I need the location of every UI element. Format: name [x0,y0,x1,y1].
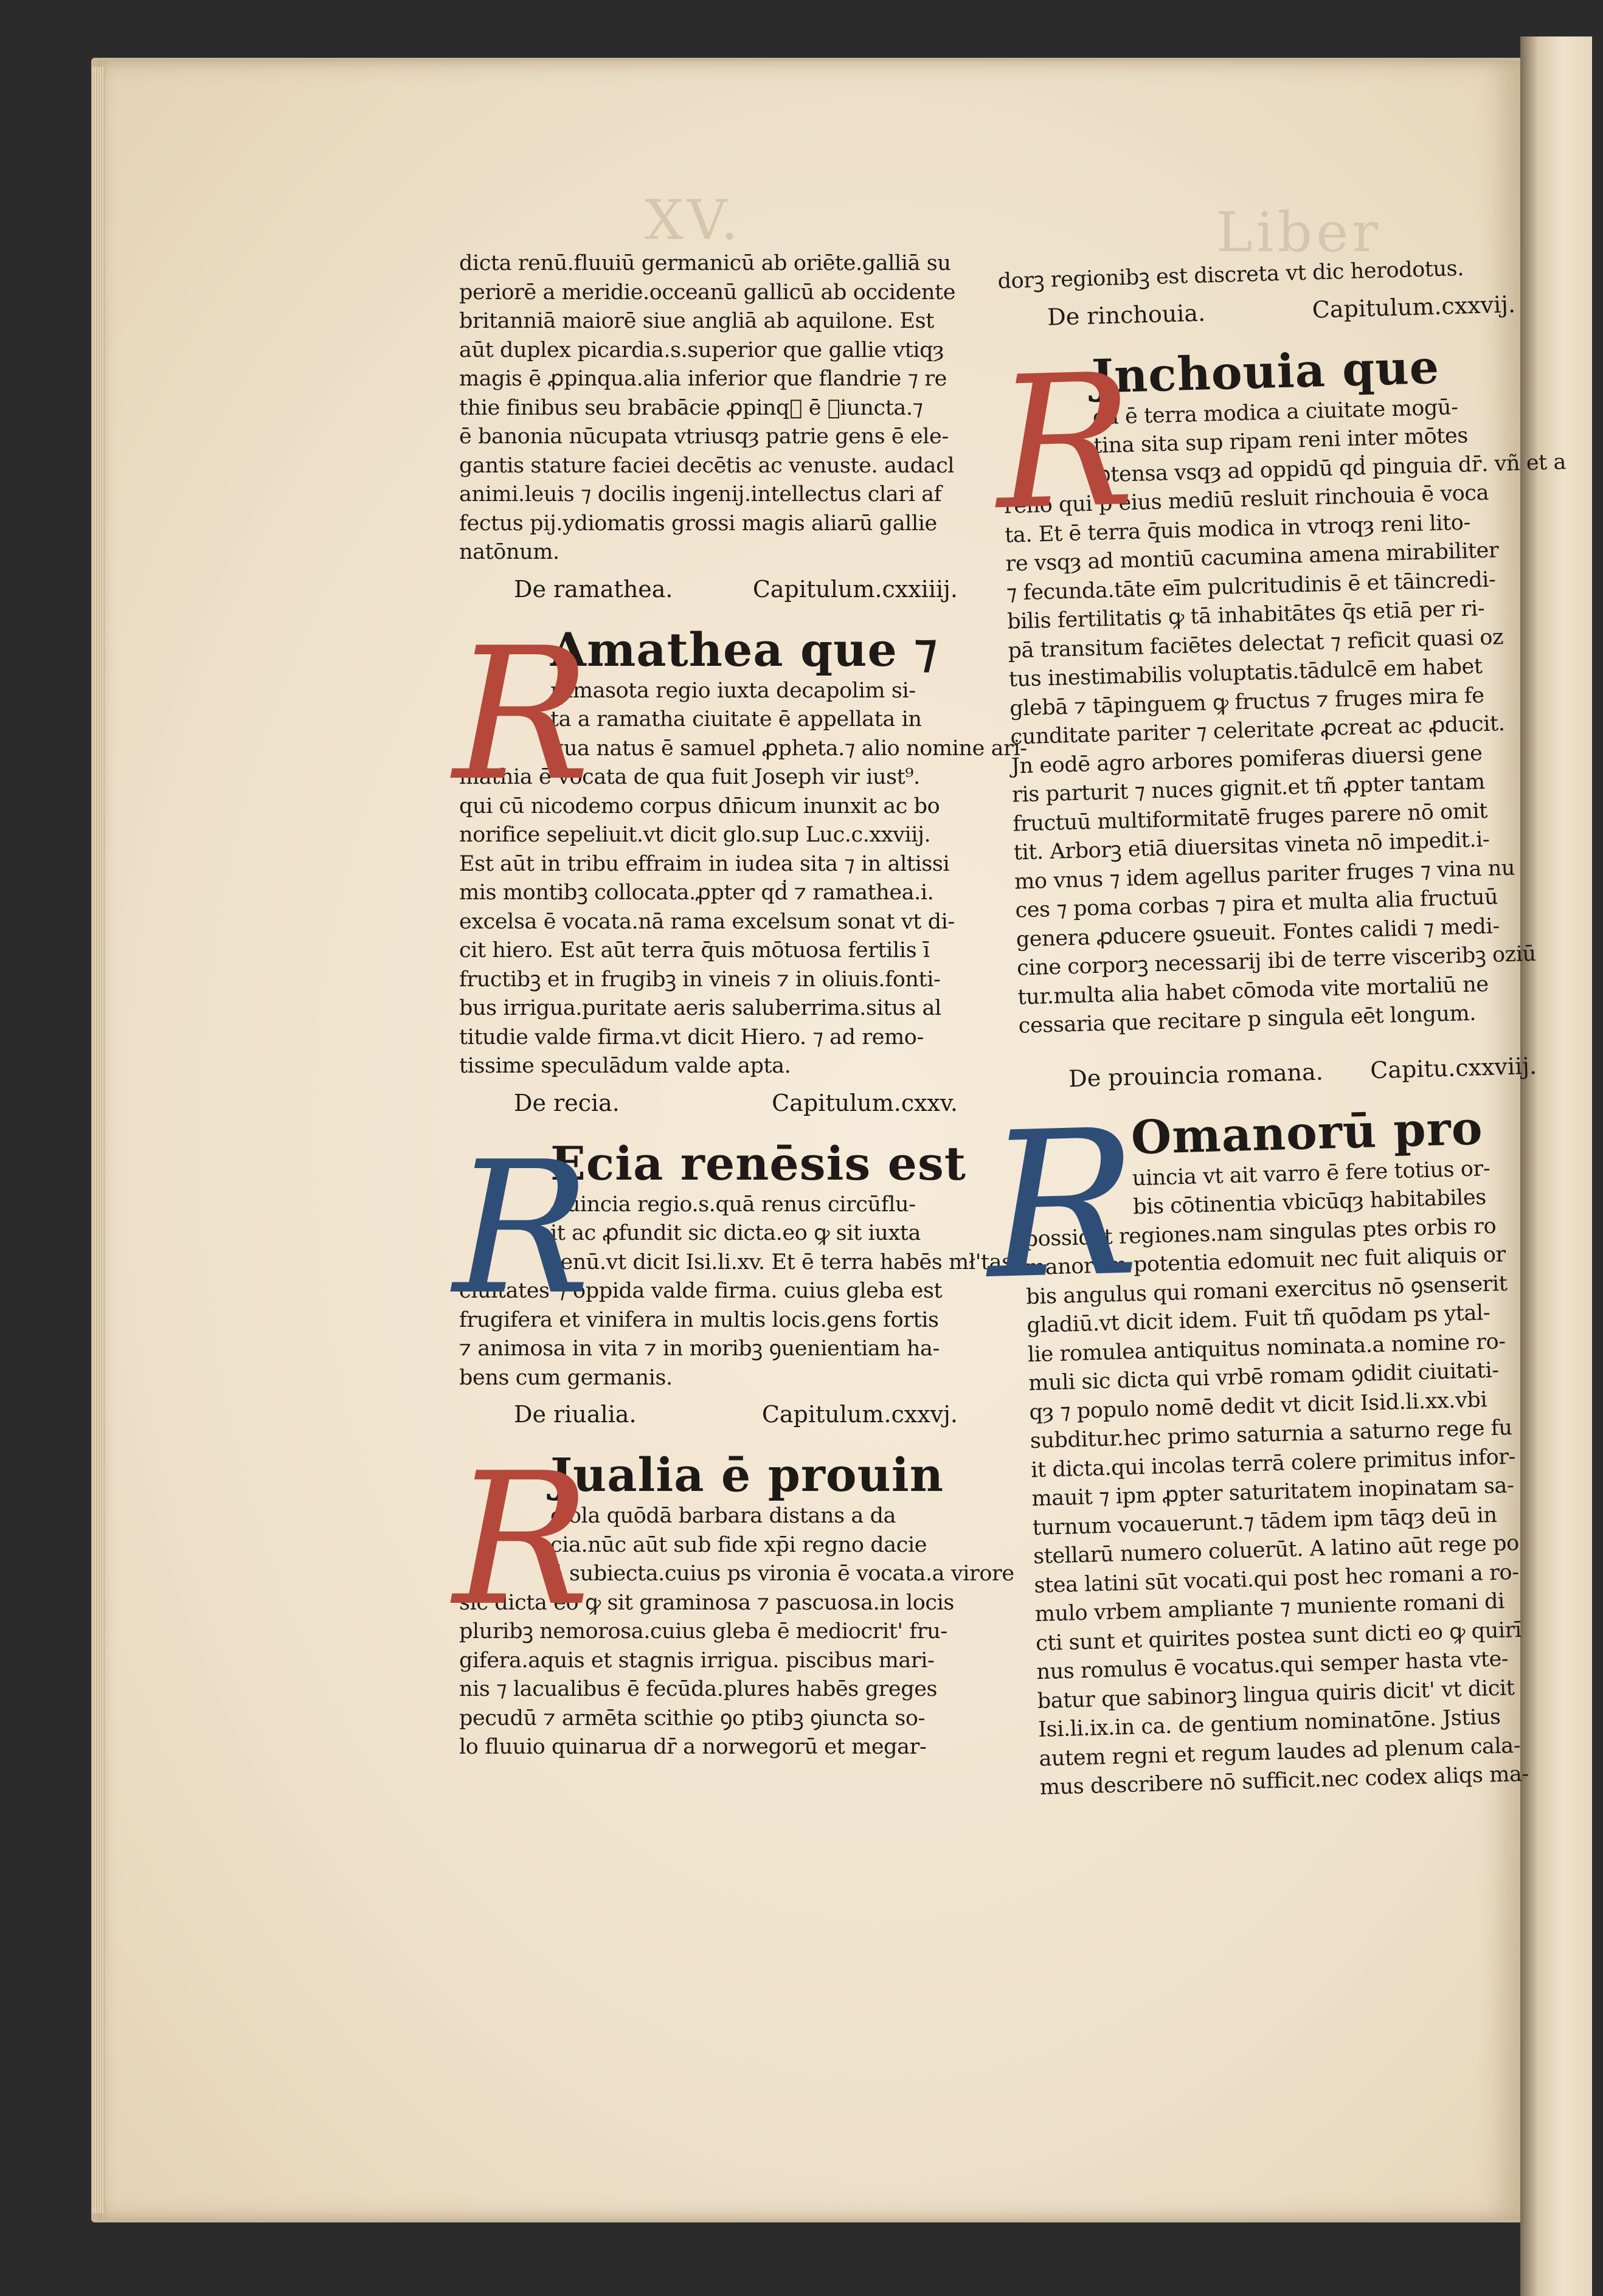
text-line: bens cum germanis. [459,1365,673,1390]
chapter-first-line: Jualia ē prouin [550,1448,944,1502]
text-line: mathia ē vocata de qua fuit Joseph vir iust⁹. [459,765,920,789]
text-line: qui cū nicodemo corpus dn̄icum inunxit ac bo [459,794,940,818]
text-line: dā ē terra modica a ciuitate mogū- [1092,395,1458,430]
text-line: gladiū.vt dicit idem. Fuit tñ quōdam ps ytal- [1027,1301,1490,1338]
text-line: autem regni et regum laudes ad plenum cala- [1038,1733,1521,1771]
text-line: lie romulea antiquitus nominata.a nomine ro- [1027,1329,1506,1367]
text-line: glebā ⁊ tāpinguem ꝙ fructus ⁊ fruges mira fe [1009,683,1485,721]
text-line: ta a ramatha ciuitate ē appellata in [550,707,922,731]
text-line: nis ⁊ lacualibus ē fecūda.plures habēs greges [459,1677,938,1701]
text-line: it dicta.qui incolas terrā colere primitus infor- [1030,1444,1516,1482]
text-line: dorꝫ regionibꝫ est discreta vt dic herodotus. [997,256,1464,294]
text-line: batur que sabinorꝫ lingua quiris dicit' vt dicit [1037,1675,1515,1713]
text-line: ciola quōdā barbara distans a da [550,1504,896,1528]
right-column [983,253,1567,1802]
text-line: fructibꝫ et in frugibꝫ in vineis ⁊ in oliuis.fonti- [459,967,941,992]
text-line: ta. Et ē terra q̄uis modica in vtroqȝ reni lito- [1004,510,1471,548]
chapter-title: De ramathea. [514,575,673,603]
text-line: cine corporꝫ necessarij ibi de terre visceribꝫ oziū [1016,941,1537,981]
page-stack-edge [91,67,105,2213]
text-line: ciuitates ⁊ oppida valde firma. cuius gleba est [459,1279,943,1303]
text-line: bis angulus qui romani exercitus nō ꝯsenserit [1025,1271,1508,1309]
text-line: lo fluuio quinarua dr̄ a norwegorū et megar- [459,1735,927,1759]
decorated-initial: R [453,1122,590,1335]
text-line: qȝ ⁊ populo nomē dedit vt dicit Isid.li.xx.vbi [1029,1387,1487,1425]
text-line: turnum vocauerunt.⁊ tādem ipm tāqȝ deū in [1032,1502,1498,1540]
text-line: sic dicta eo ꝙ sit graminosa ⁊ pascuosa.in locis [459,1590,954,1615]
text-line: ⁊ fecunda.tāte eīm pulcritudinis ē et tāincredi- [1006,567,1496,606]
text-line: cia.nūc aūt sub fide xp̄i regno dacie [550,1532,927,1557]
chapter-title: De prouincia romana. [1068,1058,1324,1092]
text-line: excelsa ē vocata.nā rama excelsum sonat vt di- [459,909,955,934]
text-line: ꝓtensa vsqȝ ad oppidū qḋ pinguia dr̄. vñ et a [1094,449,1567,488]
chapter-section [453,1434,1014,1762]
decorated-initial: R [983,1085,1141,1324]
text-line: manorum potentia edomuit nec fuit aliquis or [1025,1242,1506,1281]
text-line: uincia vt ait varro ē fere totius or- [1132,1156,1490,1191]
text-line: frugifera et vinifera in multis locis.gens fortis [459,1307,939,1332]
text-line: tissime speculādum valde apta. [459,1054,791,1078]
text-line: cessaria que recitare p singula eēt longum. [1018,1001,1477,1039]
text-line: pluribꝫ nemorosa.cuius gleba ē mediocrit' fru- [459,1619,947,1644]
chapter-heading [459,1392,958,1436]
text-line: ces ⁊ poma corbas ⁊ pira et multa alia fructuū [1014,885,1498,923]
text-line: nus romulus ē vocatus.qui semper hasta vte- [1036,1647,1509,1685]
chapter-section [983,1085,1557,1802]
chapter-number: Capitulum.cxxv. [772,1089,958,1116]
chapter-number: Capitulum.cxxiiij. [752,575,958,603]
text-line: pecudū ⁊ armēta scithie ꝯo ptibꝫ ꝯiuncta so- [459,1706,925,1731]
decorated-initial: R [993,334,1137,550]
text-line: Jn eodē agro arbores pomiferas diuersi gene [1011,741,1483,779]
text-line: tit. Arborꝫ etiā diuersitas vineta nō impedit.i- [1013,827,1490,865]
text-line: stea latini sūt vocati.qui post hec romani a ro- [1033,1560,1520,1598]
text-line: thie finibus seu brabācie ꝓpinqᷓ ē ꝯiuncta.⁊ [459,395,923,420]
chapter-title: De riualia. [514,1401,637,1428]
text-line: ē banonia nūcupata vtriusqȝ patrie gens ē ele- [459,424,949,449]
text-line: Isi.li.ix.in ca. de gentium nominatōne. Jstius [1037,1704,1501,1743]
text-line: ramasota regio iuxta decapolim si- [550,678,916,703]
text-line: possidet regiones.nam singulas ptes orbis ro [1024,1214,1497,1251]
text-line: mo vnus ⁊ idem agellus pariter fruges ⁊ vina nu [1014,856,1515,894]
chapter-section [453,608,1027,1081]
text-line: muli sic dicta qui vrbē romam ꝯdidit ciuitati- [1028,1358,1500,1396]
text-line: titudie valde firma.vt dicit Hiero. ⁊ ad remo- [459,1025,924,1049]
text-line: genera ꝓducere ꝯsueuit. Fontes calidi ⁊ medi- [1016,913,1500,952]
text-line: renū.vt dicit Isi.li.xv. Et ē terra habēs mł'tas [550,1250,1013,1274]
text-line: aūt duplex picardia.s.superior que gallie vtiqȝ [459,337,944,362]
text-line: gantis stature faciei decētis ac venuste. audacl [459,453,955,478]
text-line: magis ē ꝓpinqua.alia inferior que flandrie ⁊ re [459,367,947,391]
decorated-initial: R [453,1434,590,1646]
text-line: ꝓuincia regio.s.quā renus circūflu- [550,1192,916,1217]
text-line: tur.multa alia habet cōmoda vite mortaliū ne [1017,972,1489,1010]
text-line: reno qui p eius mediū resluit rinchouia ē voca [1003,480,1489,519]
text-line: tina sita sup ripam reni inter mōtes [1093,423,1469,458]
text-line: cit hiero. Est aūt terra q̄uis mōtuosa fertilis ī [459,938,930,963]
chapter-number: Capitulum.cxxvij. [1312,290,1516,323]
chapter-title: De recia. [514,1089,620,1116]
text-line: tus inestimabilis voluptatis.tādulcē em habet [1008,654,1483,692]
text-line: cti sunt et quirites postea sunt dicti eo ꝙ quirī [1035,1617,1522,1656]
text-line: stellarū numero coluerūt. A latino aūt rege po [1033,1530,1520,1569]
text-line: mis montibꝫ collocata.ꝓpter qḋ ⁊ ramathea.i. [459,880,934,905]
chapter-section [993,334,1567,1041]
decorated-initial: R [453,608,590,821]
text-line: bus irrigua.puritate aeris saluberrima.situs al [459,996,941,1020]
chapter-section [453,1122,1013,1393]
chapter-first-line: Ecia renēsis est [550,1136,966,1191]
chapter-first-line: Omanorū pro [1130,1100,1484,1164]
text-line: pā transitum faciētes delectat ⁊ reficit quasi oz [1008,624,1504,663]
text-line: Est aūt in tribu effraim in iudea sita ⁊ in altissi [459,851,950,876]
chapter-number: Capitu.cxxviij. [1369,1052,1537,1084]
text-line: mauit ⁊ ipm ꝓpter saturitatem inopinatam sa- [1031,1473,1514,1512]
text-line: periorē a meridie.occeanū gallicū ab occidente [459,280,956,305]
text-line: ē subiecta.cuius ps vironia ē vocata.a virore [550,1561,1014,1586]
text-line: natōnum. [459,540,559,564]
chapter-heading [459,1081,958,1125]
text-line: bis cōtinentia vbicūqȝ habitabiles [1132,1185,1487,1220]
text-line: britanniā maiorē siue angliā ab aquilone. Est [459,309,934,333]
text-line: re vsqȝ ad montiū cacumina amena mirabiliter [1005,538,1499,576]
text-line: norifice sepeliuit.vt dicit glo.sup Luc.c.xxviij. [459,823,931,847]
chapter-first-line: Jnchouia que [1090,339,1441,404]
text-line: ris parturit ⁊ nuces gignit.et tñ ꝓpter tantam [1011,769,1486,807]
running-head-left: XV. [645,188,742,252]
text-line: bilis fertilitatis ꝙ tā inhabitātes q̄s etiā per ri- [1006,596,1485,634]
text-line: mus describere nō sufficit.nec codex aliqs ma- [1039,1762,1529,1800]
text-line: cunditate pariter ⁊ celeritate ꝓcreat ac ꝓducit. [1010,711,1505,750]
chapter-heading [459,567,958,611]
chapter-first-line: Amathea que ⁊ [550,622,938,677]
chapter-number: Capitulum.cxxvj. [761,1401,958,1428]
chapter-title: De rinchouia. [1047,299,1206,331]
text-line: qua natus ē samuel ꝓpheta.⁊ alio nomine ari- [550,736,1027,761]
text-line: ⁊ animosa in vita ⁊ in moribꝫ ꝯuenientiam ha- [459,1336,940,1361]
text-line: subditur.hec primo saturnia a saturno rege fu [1030,1416,1512,1454]
left-intro [459,249,958,567]
text-line: animi.leuis ⁊ docilis ingenij.intellectus clari af [459,482,942,507]
text-line: fructuū multiformitatē fruges parere nō omit [1013,798,1488,837]
text-line: fectus pij.ydiomatis grossi magis aliarū gallie [459,511,937,536]
text-line: it ac ꝓfundit sic dicta.eo ꝙ sit iuxta [550,1221,921,1245]
text-line: dicta renū.fluuiū germanicū ab oriēte.galliā su [459,251,951,275]
left-column [453,249,1027,1762]
text-line: gifera.aquis et stagnis irrigua. piscibus mari- [459,1648,935,1673]
running-head-right: Liber [1216,201,1382,265]
text-line: mulo vrbem ampliante ⁊ muniente romani di [1034,1589,1505,1627]
